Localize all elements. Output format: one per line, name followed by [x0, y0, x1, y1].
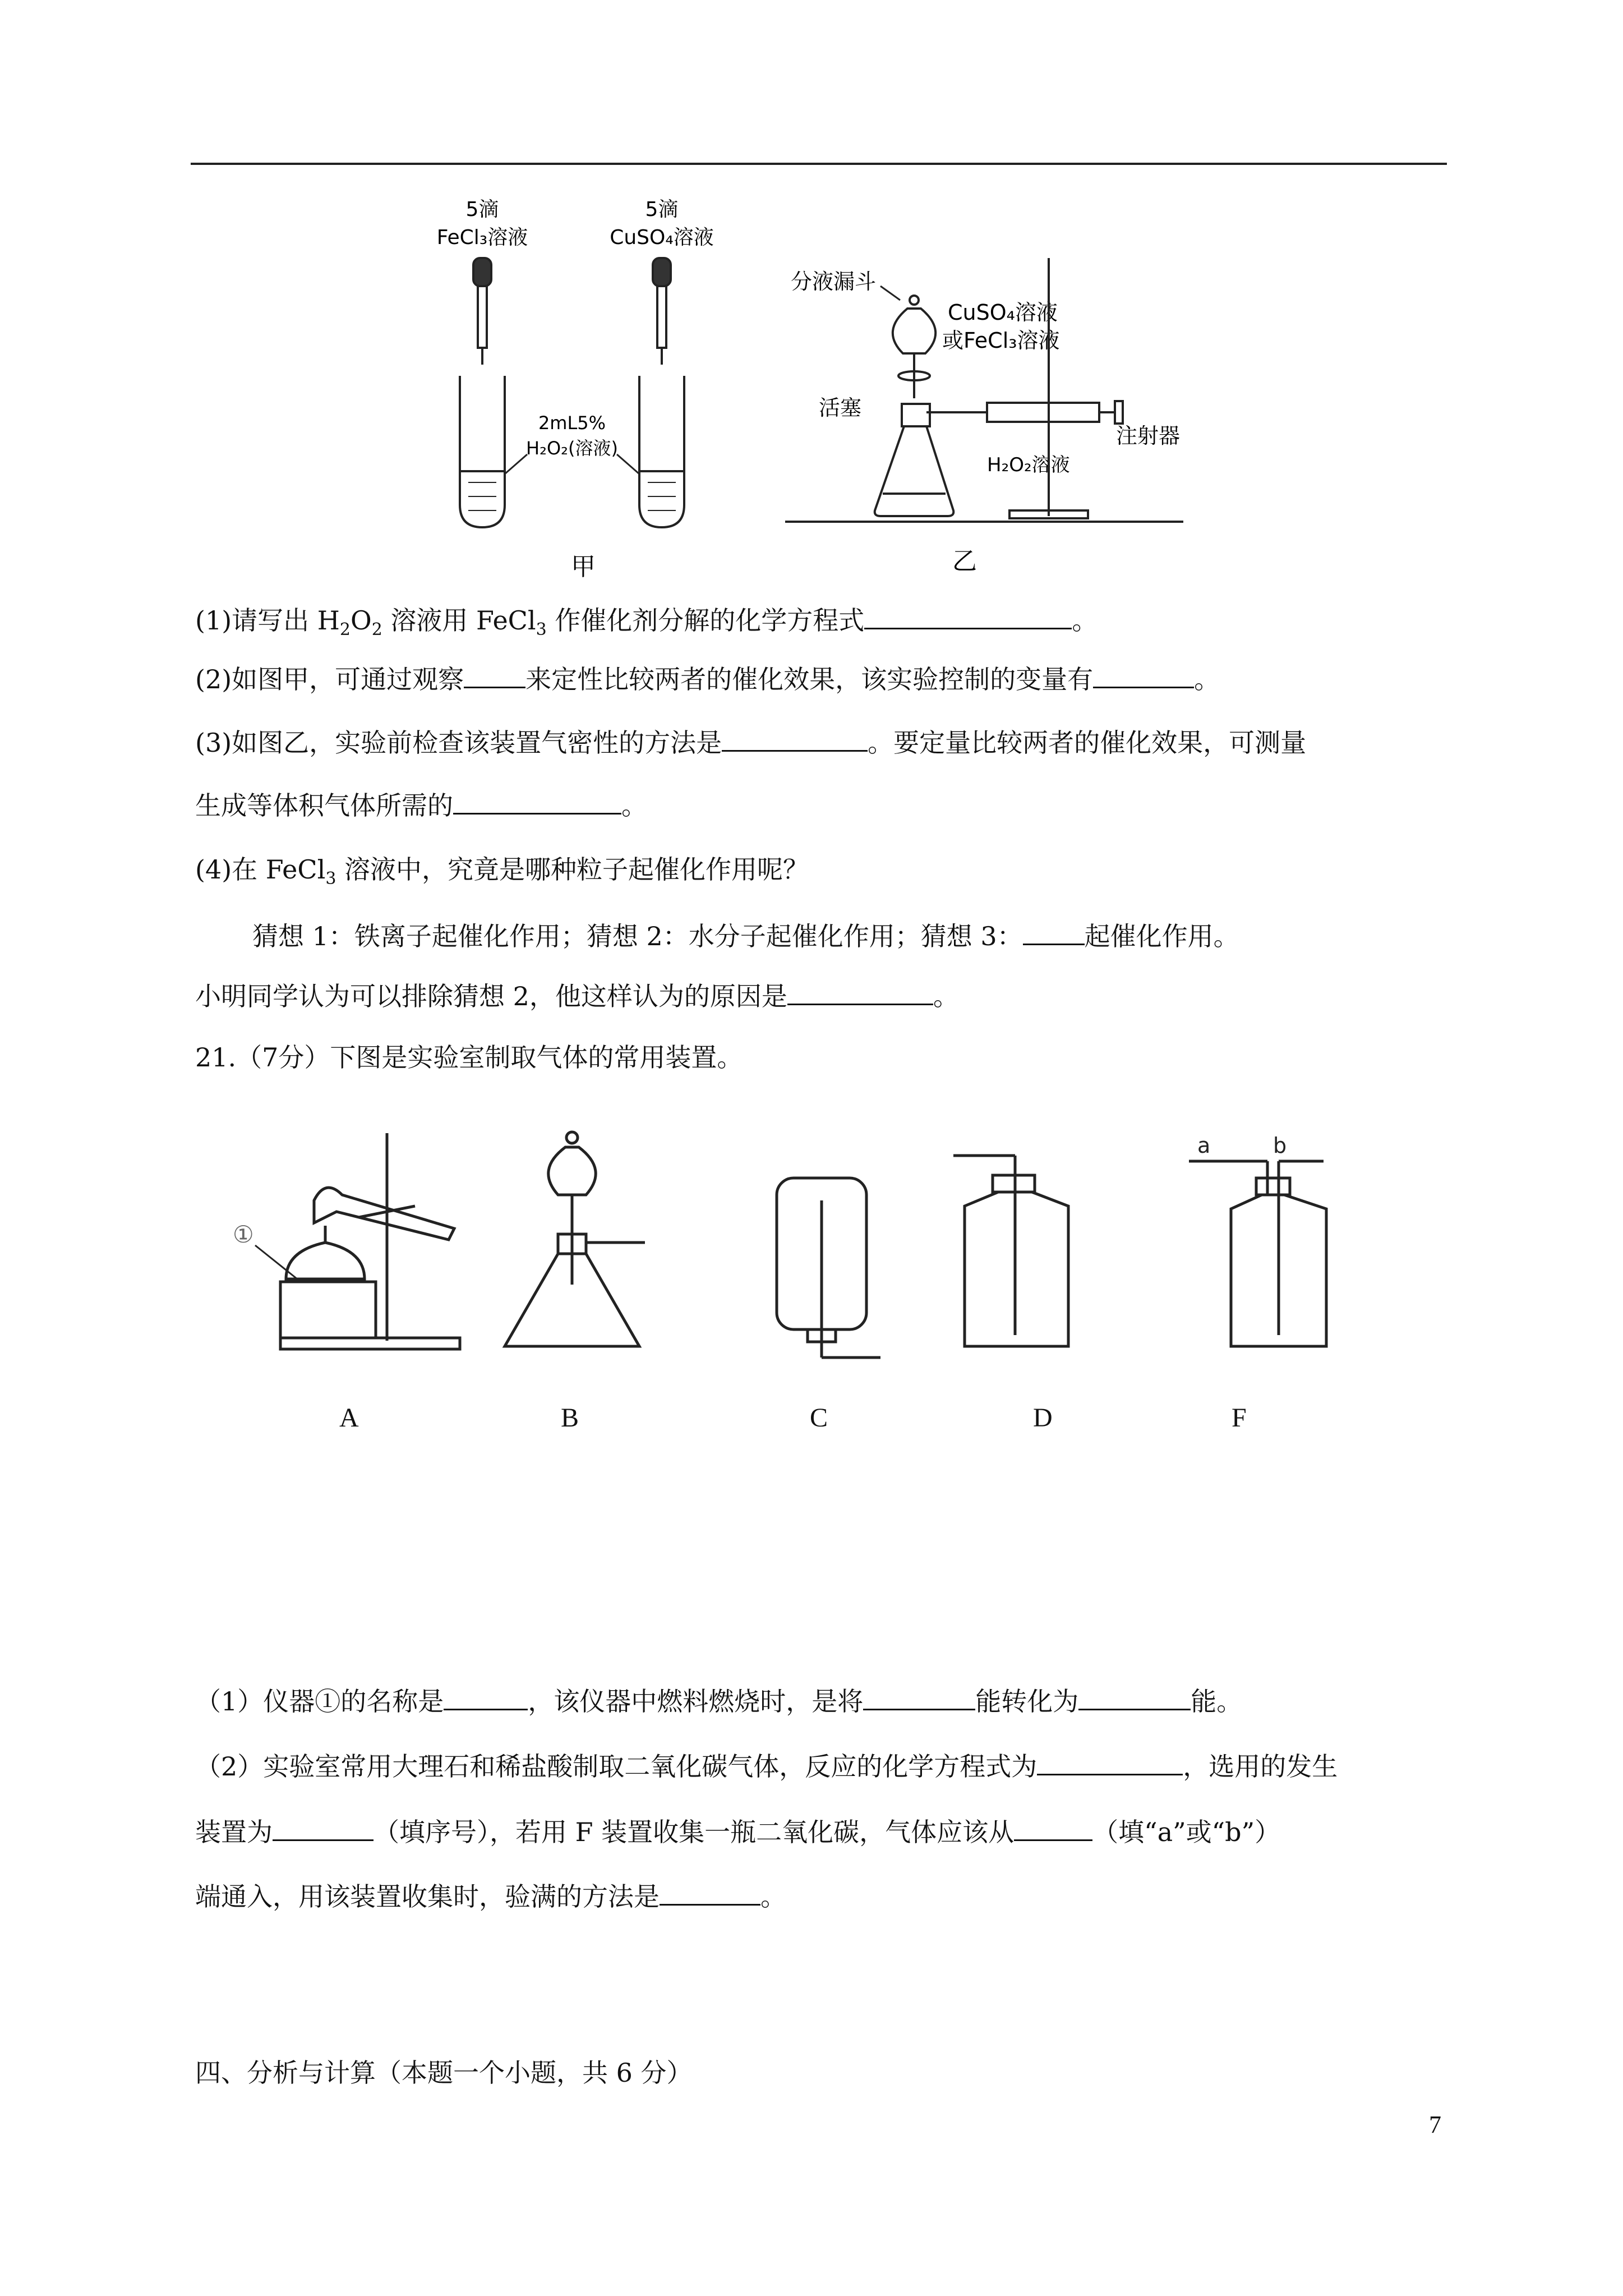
apparatus-a-marker: ①	[233, 1221, 254, 1248]
q21-part1: （1）仪器①的名称是 ，该仪器中燃料燃烧时，是将 能转化为 能。	[195, 1684, 1242, 1718]
q21-1-energy-from-blank[interactable]	[863, 1684, 975, 1710]
q20-4-reason-blank[interactable]	[787, 979, 933, 1005]
figure-jia	[426, 191, 740, 583]
separatory-funnel-icon	[893, 296, 935, 398]
apparatus-a-icon	[233, 1133, 460, 1349]
q20-part3: (3)如图乙，实验前检查该装置气密性的方法是 。要定量比较两者的催化效果，可测量	[195, 725, 1306, 760]
port-b-label: b	[1273, 1133, 1287, 1158]
q21-2-port-blank[interactable]	[1014, 1815, 1092, 1841]
q20-4-hypothesis-blank[interactable]	[1023, 919, 1085, 945]
label-f: F	[1232, 1403, 1247, 1433]
funnel-label: 分液漏斗	[791, 269, 877, 294]
test-tube-1-icon	[460, 376, 505, 527]
section-4-heading: 四、分析与计算（本题一个小题，共 6 分）	[195, 2058, 693, 2088]
q20-part3-cont: 生成等体积气体所需的 。	[195, 788, 647, 822]
stopcock-label: 活塞	[819, 395, 862, 420]
apparatus-f-icon	[1189, 1133, 1326, 1346]
test-tubes-diagram	[426, 191, 740, 583]
q21-part2: （2）实验室常用大理石和稀盐酸制取二氧化碳气体，反应的化学方程式为 ，选用的发生	[195, 1749, 1338, 1783]
label-d: D	[1033, 1403, 1053, 1433]
apparatus-d-icon	[953, 1156, 1068, 1346]
header-rule	[191, 163, 1447, 165]
q21-1-name-blank[interactable]	[444, 1684, 528, 1710]
q21-title: 21.（7分）下图是实验室制取气体的常用装置。	[195, 1042, 743, 1073]
tube1-solution-label: FeCl₃溶液	[436, 226, 528, 249]
q21-2-full-check-blank[interactable]	[660, 1879, 760, 1906]
q21-2-equation-blank[interactable]	[1037, 1749, 1183, 1775]
flask-label: H₂O₂溶液	[987, 454, 1070, 476]
port-a-label: a	[1197, 1133, 1211, 1158]
figure-yi	[780, 247, 1189, 578]
solution-label-2: 或FeCl₃溶液	[942, 328, 1060, 353]
q20-part1: (1)请写出 $H_2O_2$ 溶液用 FeCl$_3$ 作催化剂分解的化学方程式 。	[195, 603, 1098, 647]
q21-1-energy-to-blank[interactable]	[1078, 1684, 1191, 1710]
label-c: C	[810, 1403, 828, 1433]
syringe-label: 注射器	[1116, 424, 1181, 448]
q20-reason: 小明同学认为可以排除猜想 2，他这样认为的原因是 。	[195, 979, 959, 1013]
q21-part2-cont2: 端通入，用该装置收集时，验满的方法是 。	[195, 1879, 786, 1913]
figure-yi-caption: 乙	[952, 547, 977, 576]
q21-part2-cont: 装置为 （填序号），若用 F 装置收集一瓶二氧化碳，气体应该从 （填“a”或“b”）	[195, 1815, 1280, 1849]
gas-apparatus-diagram	[780, 247, 1189, 578]
iron-stand-icon	[785, 258, 1183, 522]
conical-flask-icon	[875, 404, 954, 516]
q20-hypotheses: 猜想 1：铁离子起催化作用；猜想 2：水分子起催化作用；猜想 3： 起催化作用。	[252, 919, 1239, 953]
tube1-drops-label: 5滴	[465, 198, 499, 221]
tube-content-volume: 2mL5%	[538, 412, 606, 434]
tube2-drops-label: 5滴	[645, 198, 679, 221]
figure-jia-caption: 甲	[571, 553, 596, 581]
lab-apparatus-row	[213, 1122, 1363, 1380]
apparatus-b-icon	[505, 1132, 645, 1346]
q20-part4: (4)在 FeCl$_3$ 溶液中，究竟是哪种粒子起催化作用呢？	[195, 854, 809, 889]
q20-1-answer-blank[interactable]	[864, 603, 1072, 629]
label-b: B	[561, 1403, 579, 1433]
q20-3-airtight-blank[interactable]	[722, 725, 868, 752]
q21-2-device-blank[interactable]	[273, 1815, 374, 1841]
label-a: A	[339, 1403, 359, 1433]
tube-content-solution: H₂O₂(溶液)	[526, 438, 618, 459]
tube2-solution-label: CuSO₄溶液	[610, 226, 714, 249]
q20-part2: (2)如图甲，可通过观察 来定性比较两者的催化效果，该实验控制的变量有 。	[195, 662, 1220, 696]
q20-2-variable-blank[interactable]	[1093, 662, 1194, 688]
dropper-2-icon	[653, 258, 671, 365]
page-number: 7	[1429, 2111, 1441, 2138]
apparatus-c-icon	[777, 1178, 880, 1358]
q20-3-measure-blank[interactable]	[453, 788, 621, 815]
q20-2-observe-blank[interactable]	[464, 662, 525, 688]
syringe-icon	[926, 401, 1123, 424]
dropper-1-icon	[473, 258, 491, 365]
q21-apparatus-figure	[213, 1122, 1363, 1380]
solution-label-1: CuSO₄溶液	[948, 300, 1058, 325]
test-tube-2-icon	[639, 376, 684, 527]
